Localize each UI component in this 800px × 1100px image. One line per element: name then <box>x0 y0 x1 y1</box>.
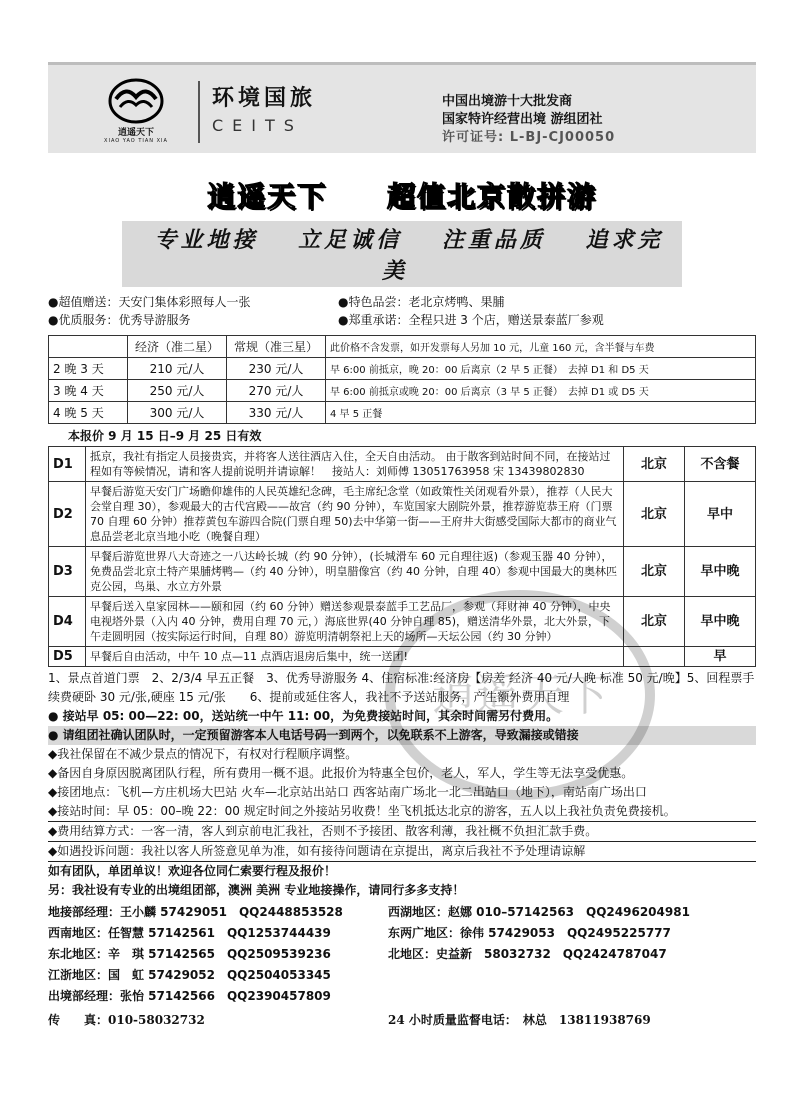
price-cell: 210 元/人 <box>128 358 227 380</box>
price-cell: 早 6:00 前抵京，晚 20：00 后离京（2 早 5 正餐） 去掉 D1 和 D5 天 <box>326 358 756 380</box>
feature-item: ●超值赠送：天安门集体彩照每人一张 <box>48 295 251 309</box>
itinerary-city: 北京 <box>624 597 685 647</box>
price-cell: 4 早 5 正餐 <box>326 402 756 424</box>
price-row <box>49 402 756 424</box>
itinerary-meal: 早 <box>685 647 756 667</box>
logo-text: 逍遥天下 <box>117 128 154 138</box>
slogan-item: 专业地接 <box>154 228 259 253</box>
main-title <box>48 175 756 215</box>
price-table <box>48 335 756 424</box>
itinerary-day: D1 <box>49 447 86 482</box>
contact-item: 东北地区：辛 琪 57142565 QQ2509539236 <box>48 947 331 961</box>
title-part: 逍遥天下 <box>207 180 328 213</box>
price-header-cell <box>49 336 128 358</box>
note-line: ◆我社保留在不减少景点的情况下，有权对行程顺序调整。 <box>48 747 358 761</box>
brand-chinese: 环境国旅 <box>212 86 317 111</box>
logo-subtext: XIAO YAO TIAN XIA <box>104 138 168 144</box>
contact-item: 江浙地区：国 虹 57429052 QQ2504053345 <box>48 968 331 982</box>
header-info-line: 国家特许经营出境 游组团社 <box>442 112 603 127</box>
brand-english: CEITS <box>212 116 303 135</box>
price-cell: 330 元/人 <box>227 402 326 424</box>
price-validity: 本报价 9 月 15 日–9 月 25 日有效 <box>68 429 262 443</box>
itinerary-city: 北京 <box>624 447 685 482</box>
price-cell: 4 晚 5 天 <box>49 402 128 424</box>
itinerary-meal: 早中晚 <box>685 597 756 647</box>
footer <box>48 1011 756 1028</box>
contact-item: 北地区：史益新 58032732 QQ2424787047 <box>388 947 667 961</box>
itinerary-desc: 早餐后送入皇家园林——颐和园（约 60 分钟）赠送参观景泰蓝手工艺品厂，参观（拜财神 40 分钟），中央电视塔外景（入内 40 分钟，费用自理 70 元，）海底世界(40 分钟自理 85)，赠送清华外景，北大外景，下午走圆明园（按实际运行时间，自理 80）游览明清朝祭祀上天的场所—天坛公园（约 30 分钟） <box>86 597 624 647</box>
price-cell: 270 元/人 <box>227 380 326 402</box>
note-line: ◆费用结算方式：一客一清，客人到京前电汇我社，否则不予接团、散客利薄，我社概不负担汇款手费。 <box>48 822 756 842</box>
itinerary-row <box>49 647 756 667</box>
fax-number: 传 真：010-58032732 <box>48 1013 205 1027</box>
price-cell: 早 6:00 前抵京或晚 20：00 后离京（3 早 5 正餐） 去掉 D1 或 D5 天 <box>326 380 756 402</box>
contact-item <box>388 965 756 986</box>
itinerary-desc: 抵京，我社有指定人员接贵宾，并将客人送往酒店入住，全天自由活动。 由于散客到站时间不同，在接站过程如有等候情况，请和客人提前说明并请谅解！ 接站人：刘师傅 13051763958 宋 13439802830 <box>86 447 624 482</box>
quality-hotline: 24 小时质量监督电话： 林总 13811938769 <box>388 1013 651 1027</box>
brand-box <box>198 81 402 143</box>
itinerary-meal: 早中晚 <box>685 547 756 597</box>
note-line: ◆备因自身原因脱离团队行程，所有费用一概不退。此报价为特惠全包价，老人，军人，学生等无法享受优惠。 <box>48 766 634 780</box>
notes-section <box>48 669 756 900</box>
company-logo <box>100 75 172 147</box>
itinerary-row <box>49 447 756 482</box>
price-row <box>49 358 756 380</box>
contact-item: 西湖地区：赵娜 010–57142563 QQ2496204981 <box>388 905 690 919</box>
header-info <box>442 93 742 147</box>
note-line: 另：我社设有专业的出境组团部，澳洲 美洲 专业地接操作，请同行多多支持！ <box>48 883 465 897</box>
note-line: ● 接站早 05: 00—22: 00，送站统一中午 11: 00，为免费接站时间，其余时间需另付费用。 <box>48 709 559 723</box>
note-line: ● 请组团社确认团队时，一定预留游客本人电话号码一到两个，以免联系不上游客，导致漏接或错接 <box>48 726 756 745</box>
feature-item: ●郑重承诺：全程只进 3 个店，赠送景泰蓝厂参观 <box>338 313 604 327</box>
contact-item: 地接部经理：王小麟 57429051 QQ2448853528 <box>48 905 343 919</box>
price-header-row <box>49 336 756 358</box>
price-cell: 300 元/人 <box>128 402 227 424</box>
itinerary-meal: 不含餐 <box>685 447 756 482</box>
itinerary-day: D4 <box>49 597 86 647</box>
slogan-item: 注重品质 <box>441 228 546 253</box>
itinerary-day: D2 <box>49 482 86 547</box>
itinerary-desc: 早餐后自由活动，中午 10 点—11 点酒店退房后集中，统一送团! <box>86 647 624 667</box>
feature-list <box>48 293 756 329</box>
itinerary-city: 北京 <box>624 547 685 597</box>
itinerary-row <box>49 547 756 597</box>
itinerary-row <box>49 482 756 547</box>
note-line: ◆接站时间：早 05：00–晚 22：00 规定时间之外接站另收费！坐飞机抵达北京的游客，五人以上我社负责免费接机。 <box>48 802 756 822</box>
itinerary-day: D5 <box>49 647 86 667</box>
itinerary-meal: 早中 <box>685 482 756 547</box>
contact-item <box>388 986 756 1007</box>
watermark-text: 逍遥天下 <box>432 670 608 721</box>
price-cell: 2 晚 3 天 <box>49 358 128 380</box>
feature-item: ●优质服务：优秀导游服务 <box>48 313 191 327</box>
header-banner <box>48 62 756 153</box>
note-line: 1、景点首道门票 2、2/3/4 早五正餐 3、优秀导游服务 4、住宿标准:经济房【房差 经济 40 元/人晚 标准 50 元/晚】5、回程票手续费硬卧 30 元/张,硬座 15 元/张 6、提前或延住客人，我社不予送站服务，产生额外费用自理 <box>48 671 755 704</box>
price-header-cell: 经济（准二星） <box>128 336 227 358</box>
slogan-bar <box>122 221 682 287</box>
itinerary-table <box>48 446 756 667</box>
itinerary-city <box>624 647 685 667</box>
note-line: 如有团队，单团单议！欢迎各位同仁索要行程及报价！ <box>48 864 337 878</box>
logo-emblem-icon <box>106 75 166 125</box>
price-cell: 250 元/人 <box>128 380 227 402</box>
header-info-line: 中国出境游十大批发商 <box>442 94 573 109</box>
itinerary-desc: 早餐后游览世界八大奇迹之一八达岭长城（约 90 分钟），(长城滑车 60 元自理往返)（参观玉器 40 分钟），免费品尝北京土特产果脯烤鸭—（约 40 分钟），明皇腊像宫（约 40 分钟，自理 40）参观中国最大的奥林匹克公园，鸟巢、水立方外景 <box>86 547 624 597</box>
license-number: 许可证号: L-BJ-CJ00050 <box>442 130 616 145</box>
feature-item: ●特色品尝：老北京烤鸭、果脯 <box>338 295 505 309</box>
contact-item: 出境部经理：张怡 57142566 QQ2390457809 <box>48 989 331 1003</box>
contact-item: 东两广地区：徐伟 57429053 QQ2495225777 <box>388 926 671 940</box>
price-cell: 3 晚 4 天 <box>49 380 128 402</box>
price-header-cell: 常规（准三星） <box>227 336 326 358</box>
flyer-page <box>48 62 756 1028</box>
itinerary-desc: 早餐后游览天安门广场瞻仰雄伟的人民英雄纪念碑，毛主席纪念堂（如政策性关闭观看外景），推荐（人民大会堂自理 30），参观最大的古代宫殿——故宫（约 90 分钟），车览国家大剧院外景，推荐游览恭王府（门票 70 自理 60 分钟）推荐黄包车游四合院(门票自理 50)去中华第一街——王府井大街感受国际大都市的商业气息品尝老北京当地小吃（晚餐自理） <box>86 482 624 547</box>
price-cell: 230 元/人 <box>227 358 326 380</box>
note-line: ◆接团地点：飞机—方庄机场大巴站 火车—北京站出站口 西客站南广场北一北二出站口（地下），南站南广场出口 <box>48 785 647 799</box>
slogan-item: 立足诚信 <box>298 228 403 253</box>
title-part: 超值北京散拼游 <box>386 180 597 213</box>
itinerary-row <box>49 597 756 647</box>
itinerary-day: D3 <box>49 547 86 597</box>
contact-list <box>48 902 756 1007</box>
contact-item: 西南地区：任智慧 57142561 QQ1253744439 <box>48 926 331 940</box>
price-header-cell: 此价格不含发票，如开发票每人另加 10 元，儿童 160 元，含半餐与车费 <box>326 336 756 358</box>
itinerary-city: 北京 <box>624 482 685 547</box>
note-line: ◆如遇投诉问题：我社以客人所签意见单为准，如有接待问题请在京提出，离京后我社不予处理请谅解 <box>48 842 756 862</box>
slogan-item: 追求完美 <box>381 228 664 284</box>
price-row <box>49 380 756 402</box>
